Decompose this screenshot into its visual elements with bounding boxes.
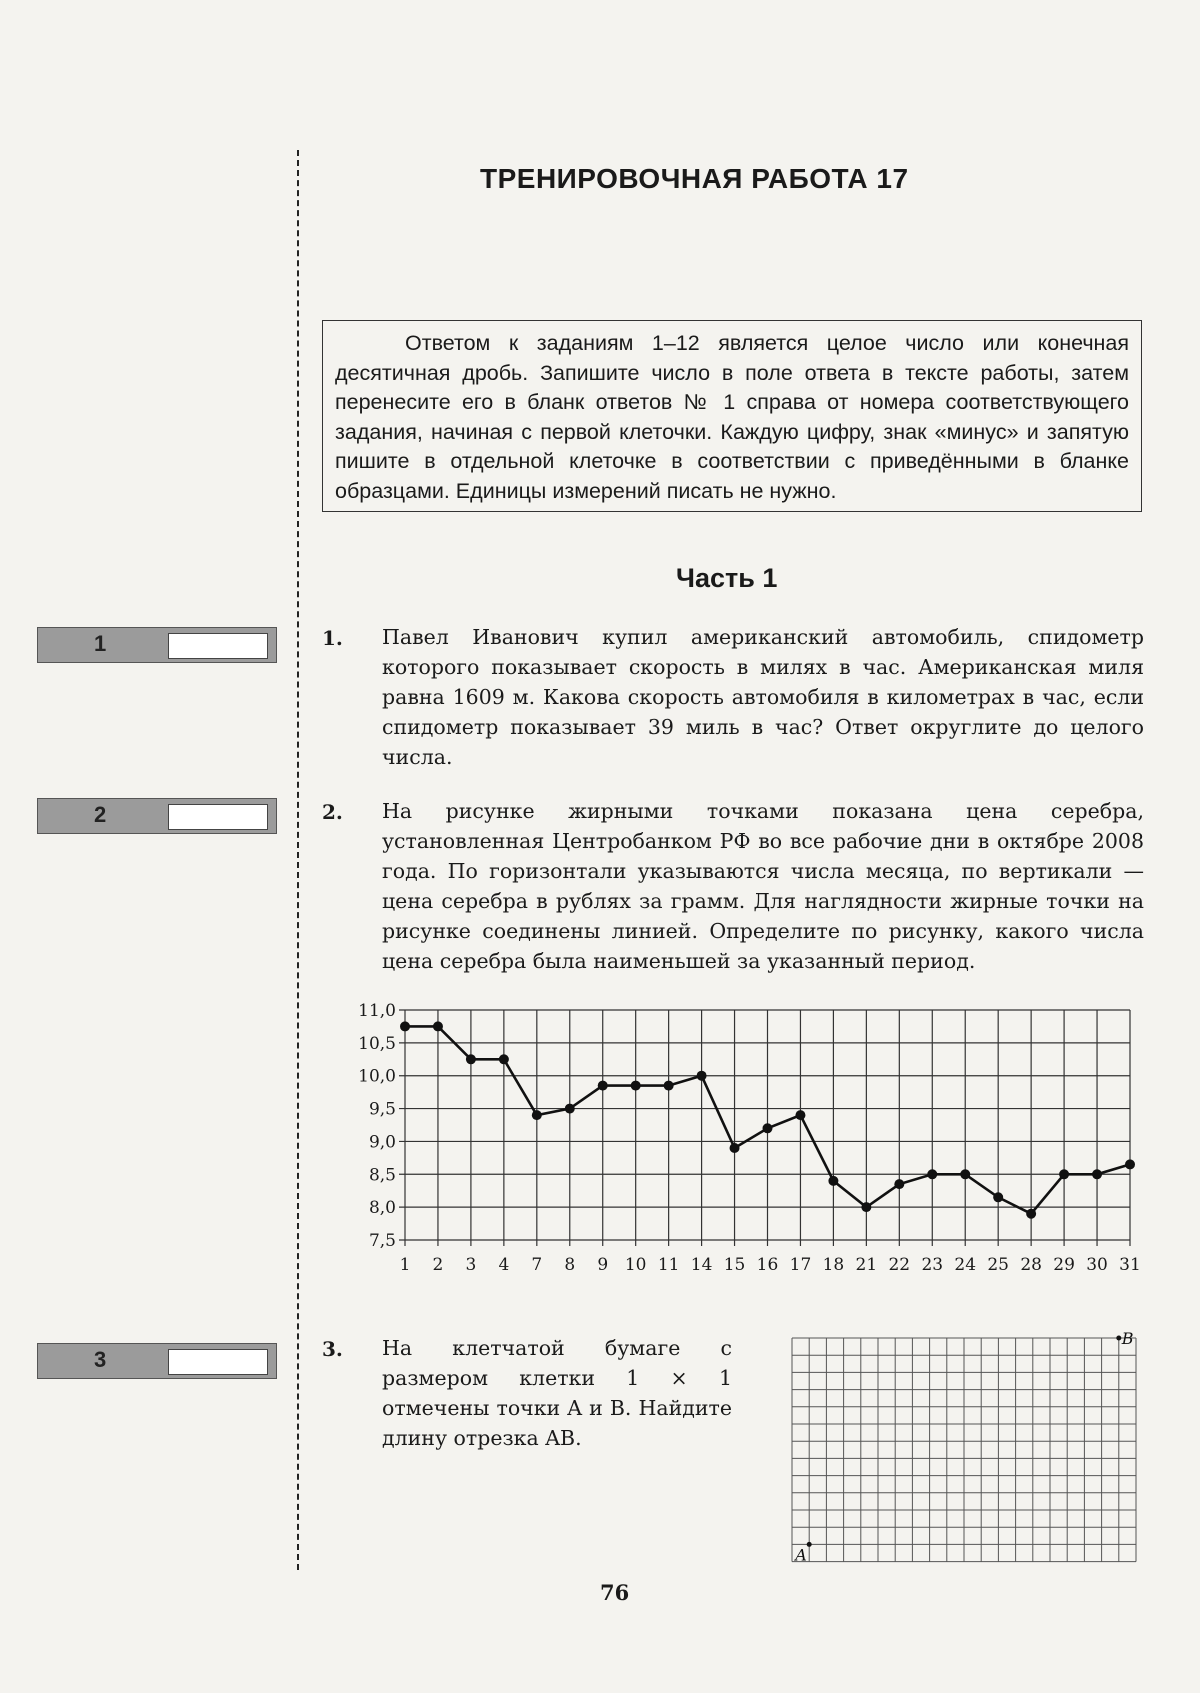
chart-point — [664, 1081, 674, 1091]
chart-x-tick-label: 10 — [624, 1255, 647, 1275]
answer-field-2[interactable] — [168, 804, 268, 830]
grid-paper-figure — [780, 1330, 1150, 1570]
answer-field-1[interactable] — [168, 633, 268, 659]
chart-x-tick-label: 25 — [987, 1255, 1010, 1275]
chart-point — [631, 1081, 641, 1091]
chart-point — [433, 1021, 443, 1031]
chart-x-tick-label: 28 — [1020, 1255, 1042, 1275]
chart-y-tick-label: 10,0 — [358, 1066, 396, 1087]
answer-box-2 — [37, 798, 277, 834]
chart-point — [861, 1202, 871, 1212]
chart-x-tick-label: 1 — [399, 1255, 411, 1275]
silver-price-chart — [320, 990, 1160, 1290]
point-a-label: A — [795, 1545, 807, 1565]
chart-point — [499, 1054, 509, 1064]
chart-x-tick-label: 9 — [597, 1255, 609, 1275]
chart-x-tick-label: 30 — [1086, 1255, 1108, 1275]
chart-point — [532, 1110, 542, 1120]
chart-x-tick-label: 29 — [1053, 1255, 1075, 1275]
chart-point — [598, 1081, 608, 1091]
chart-x-tick-label: 8 — [564, 1255, 576, 1275]
task-number-2: 2. — [322, 800, 343, 824]
chart-x-tick-label: 3 — [465, 1255, 477, 1275]
chart-y-tick-label: 9,0 — [368, 1132, 396, 1153]
instructions-box: Ответом к заданиям 1–12 является целое число или конечная десятичная дробь. Запишите число в поле ответа в тексте работы, затем перенесите его в бланк ответов № 1 справа от номера соответствующего задания, начиная с первой клеточки. Каждую цифру, знак «минус» и запятую пишите в отдельной клеточке в соответствии с приведёнными в бланке образцами. Единицы измерений писать не нужно. — [322, 320, 1142, 512]
chart-point — [400, 1021, 410, 1031]
chart-x-tick-label: 2 — [432, 1255, 444, 1275]
chart-point — [1125, 1159, 1135, 1169]
chart-x-tick-label: 31 — [1119, 1255, 1141, 1275]
chart-y-tick-label: 10,5 — [358, 1033, 396, 1054]
chart-point — [795, 1110, 805, 1120]
task-text-3: На клетчатой бумаге с размером клетки 1 × 1 отмечены точки A и B. Найдите длину отрезка AB. — [382, 1336, 732, 1450]
chart-point — [1026, 1209, 1036, 1219]
answer-box-number: 3 — [94, 1347, 107, 1372]
chart-y-tick-label: 7,5 — [368, 1231, 396, 1251]
chart-point — [960, 1169, 970, 1179]
chart-x-tick-labels — [400, 1255, 1141, 1275]
answer-box-1 — [37, 627, 277, 663]
chart-point — [993, 1192, 1003, 1202]
chart-x-tick-label: 14 — [690, 1255, 713, 1275]
answer-box-3 — [37, 1343, 277, 1379]
task-text-2: На рисунке жирными точками показана цена серебра, установленная Центробанком РФ во все рабочие дни в октябре 2008 года. По горизонтали указываются числа месяца, по вертикали — цена серебра в рублях за грамм. Для наглядности жирные точки на рисунке соединены линией. Определите по рисунку, какого числа цена серебра была наименьшей за указанный период. — [382, 799, 1144, 973]
page-number: 76 — [600, 1580, 630, 1605]
chart-point — [894, 1179, 904, 1189]
chart-y-tick-label: 8,0 — [368, 1198, 396, 1219]
chart-point — [565, 1104, 575, 1114]
chart-x-tick-label: 22 — [888, 1255, 911, 1275]
chart-x-tick-label: 17 — [789, 1255, 812, 1275]
chart-y-tick-label: 9,5 — [368, 1099, 396, 1120]
chart-y-tick-label: 11,0 — [358, 1001, 396, 1021]
chart-x-tick-label: 24 — [954, 1255, 977, 1275]
answer-field-3[interactable] — [168, 1349, 268, 1375]
chart-point — [730, 1143, 740, 1153]
task-text-1: Павел Иванович купил американский автомобиль, спидометр которого показывает скорость в милях в час. Американская миля равна 1609 м. Какова скорость автомобиля в километрах в час, если спидометр показывает 39 миль в час? Ответ округлите до целого числа. — [382, 625, 1144, 769]
chart-point — [828, 1176, 838, 1186]
cut-line — [297, 150, 299, 1570]
point-b-label: B — [1121, 1330, 1134, 1348]
chart-x-tick-label: 23 — [921, 1255, 944, 1275]
chart-point — [466, 1054, 476, 1064]
chart-point — [697, 1071, 707, 1081]
chart-x-tick-label: 18 — [822, 1255, 845, 1275]
chart-x-tick-label: 7 — [531, 1255, 543, 1275]
chart-x-tick-label: 4 — [498, 1255, 510, 1275]
point-a-dot — [807, 1542, 812, 1547]
chart-y-tick-labels — [358, 1001, 396, 1251]
answer-box-number: 2 — [94, 802, 107, 827]
chart-point — [927, 1169, 937, 1179]
chart-x-tick-label: 15 — [723, 1255, 746, 1275]
chart-x-tick-label: 16 — [756, 1255, 779, 1275]
task-number-1: 1. — [322, 626, 343, 650]
chart-x-tick-label: 11 — [657, 1255, 680, 1275]
chart-point — [1092, 1169, 1102, 1179]
task-number-3: 3. — [322, 1337, 343, 1361]
answer-box-number: 1 — [94, 631, 107, 656]
point-b-dot — [1116, 1336, 1121, 1341]
chart-point — [763, 1123, 773, 1133]
chart-point — [1059, 1169, 1069, 1179]
page-title: ТРЕНИРОВОЧНАЯ РАБОТА 17 — [480, 163, 909, 194]
chart-x-tick-label: 21 — [855, 1255, 878, 1275]
chart-y-tick-label: 8,5 — [368, 1165, 396, 1186]
part-title: Часть 1 — [676, 563, 778, 593]
grid-lines — [792, 1338, 1136, 1565]
